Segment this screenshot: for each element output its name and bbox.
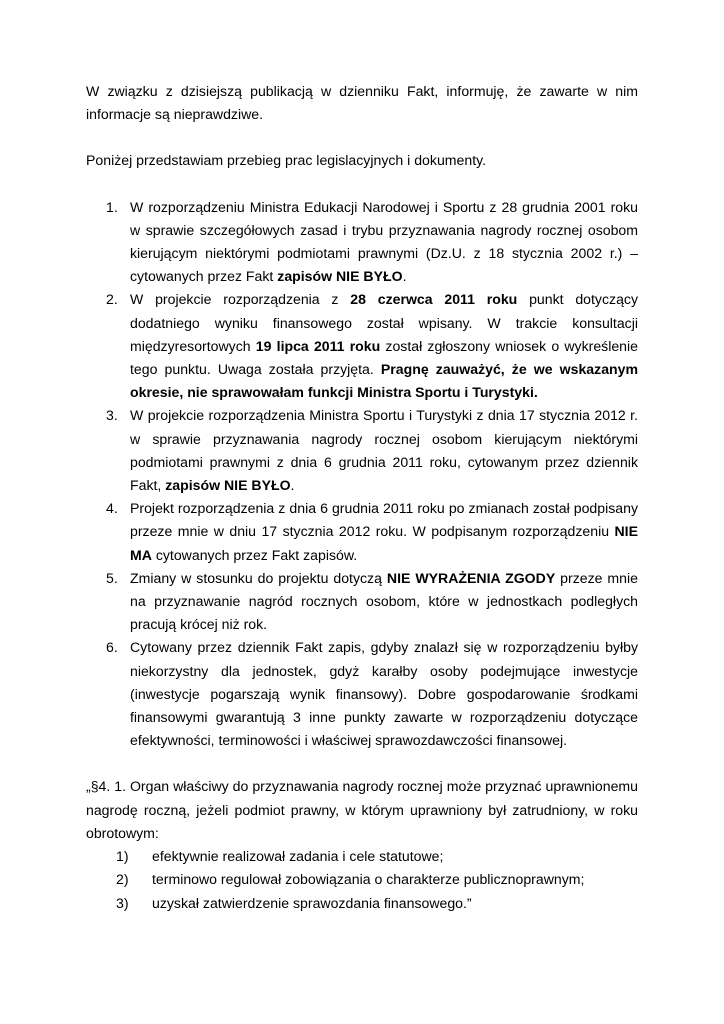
intro-paragraph: W związku z dzisiejszą publikacją w dzienniku Fakt, informuję, że zawarte w nim informacje są nieprawdziwe. — [86, 83, 638, 123]
bold-text: zapisów NIE BYŁO — [277, 268, 403, 285]
bold-text: 28 czerwca 2011 roku — [350, 291, 518, 308]
list-item: 5. Zmiany w stosunku do projektu dotyczą NIE WYRAŻENIA ZGODY przeze mnie na przyznawanie nagród rocznych osobom, które w jednostkach podległych pracują krócej niż rok. — [86, 567, 638, 637]
quote-list-item: 3) uzyskał zatwierdzenie sprawozdania finansowego.” — [86, 892, 638, 915]
list-item: 2. W projekcie rozporządzenia z 28 czerwca 2011 roku punkt dotyczący dodatniego wyniku finansowego został wpisany. W trakcie konsultacji międzyresortowych 19 lipca 2011 roku został zgłoszony wniosek o wykreślenie tego punktu. Uwaga została przyjęta. Pragnę zauważyć, że we wskazanym okresie, nie sprawowałam funkcji Ministra Sportu i Turystyki. — [86, 288, 638, 404]
list-item: 1. W rozporządzeniu Ministra Edukacji Narodowej i Sportu z 28 grudnia 2001 roku w sprawie szczegółowych zasad i trybu przyznawania nagrody rocznej osobom kierującym niektórymi podmiotami prawnymi (Dz.U. z 18 stycznia 2002 r.) – cytowanych przez Fakt zapisów NIE BYŁO. — [86, 196, 638, 289]
list-item-number: 5. — [106, 569, 118, 586]
bold-text: 19 lipca 2011 roku — [255, 337, 381, 354]
list-item-number: 4. — [106, 500, 118, 517]
legislative-list — [86, 196, 638, 753]
bold-text: Pragnę zauważyć, że we wskazanym okresie, nie sprawowałam funkcji Ministra Sportu i Turystyki. — [130, 361, 639, 401]
quote-list-item: 1) efektywnie realizował zadania i cele statutowe; — [86, 845, 638, 868]
bold-text: NIE WYRAŻENIA ZGODY — [386, 569, 556, 586]
intro-paragraph-2: Poniżej przedstawiam przebieg prac legislacyjnych i dokumenty. — [86, 152, 487, 169]
quote-item-number: 2) — [116, 871, 129, 888]
list-item-number: 2. — [106, 291, 118, 308]
regulation-quote: „§4. 1. Organ właściwy do przyznawania nagrody rocznej może przyznać uprawnionemu nagrodę roczną, jeżeli podmiot prawny, w którym uprawniony był zatrudniony, w roku obrotowym: — [86, 778, 638, 841]
bold-text: NIE MA — [130, 523, 638, 563]
list-item: 3. W projekcie rozporządzenia Ministra Sportu i Turystyki z dnia 17 stycznia 2012 r. w sprawie przyznawania nagrody rocznej osobom kierującym niektórymi podmiotami prawnymi z dnia 6 grudnia 2011 roku, cytowanym przez dziennik Fakt, zapisów NIE BYŁO. — [86, 404, 638, 497]
list-item: 6. Cytowany przez dziennik Fakt zapis, gdyby znalazł się w rozporządzeniu byłby niekorzystny dla jednostek, gdyż karałby osoby podejmujące inwestycje (inwestycje pogarszają wynik finansowy). Dobre gospodarowanie środkami finansowymi gwarantują 3 inne punkty zawarte w rozporządzeniu dotyczące efektywności, terminowości i właściwej sprawozdawczości finansowej. — [86, 636, 638, 752]
list-item: 4. Projekt rozporządzenia z dnia 6 grudnia 2011 roku po zmianach został podpisany przeze mnie w dniu 17 stycznia 2012 roku. W podpisanym rozporządzeniu NIE MA cytowanych przez Fakt zapisów. — [86, 497, 638, 567]
quote-list — [86, 845, 638, 915]
list-item-number: 1. — [106, 198, 118, 215]
quote-list-item: 2) terminowo regulował zobowiązania o charakterze publicznoprawnym; — [86, 868, 638, 891]
list-item-number: 6. — [106, 639, 118, 656]
bold-text: zapisów NIE BYŁO — [165, 477, 291, 494]
quote-item-number: 1) — [116, 848, 129, 865]
quote-item-number: 3) — [116, 894, 129, 911]
list-item-number: 3. — [106, 407, 118, 424]
document-body — [86, 80, 638, 915]
